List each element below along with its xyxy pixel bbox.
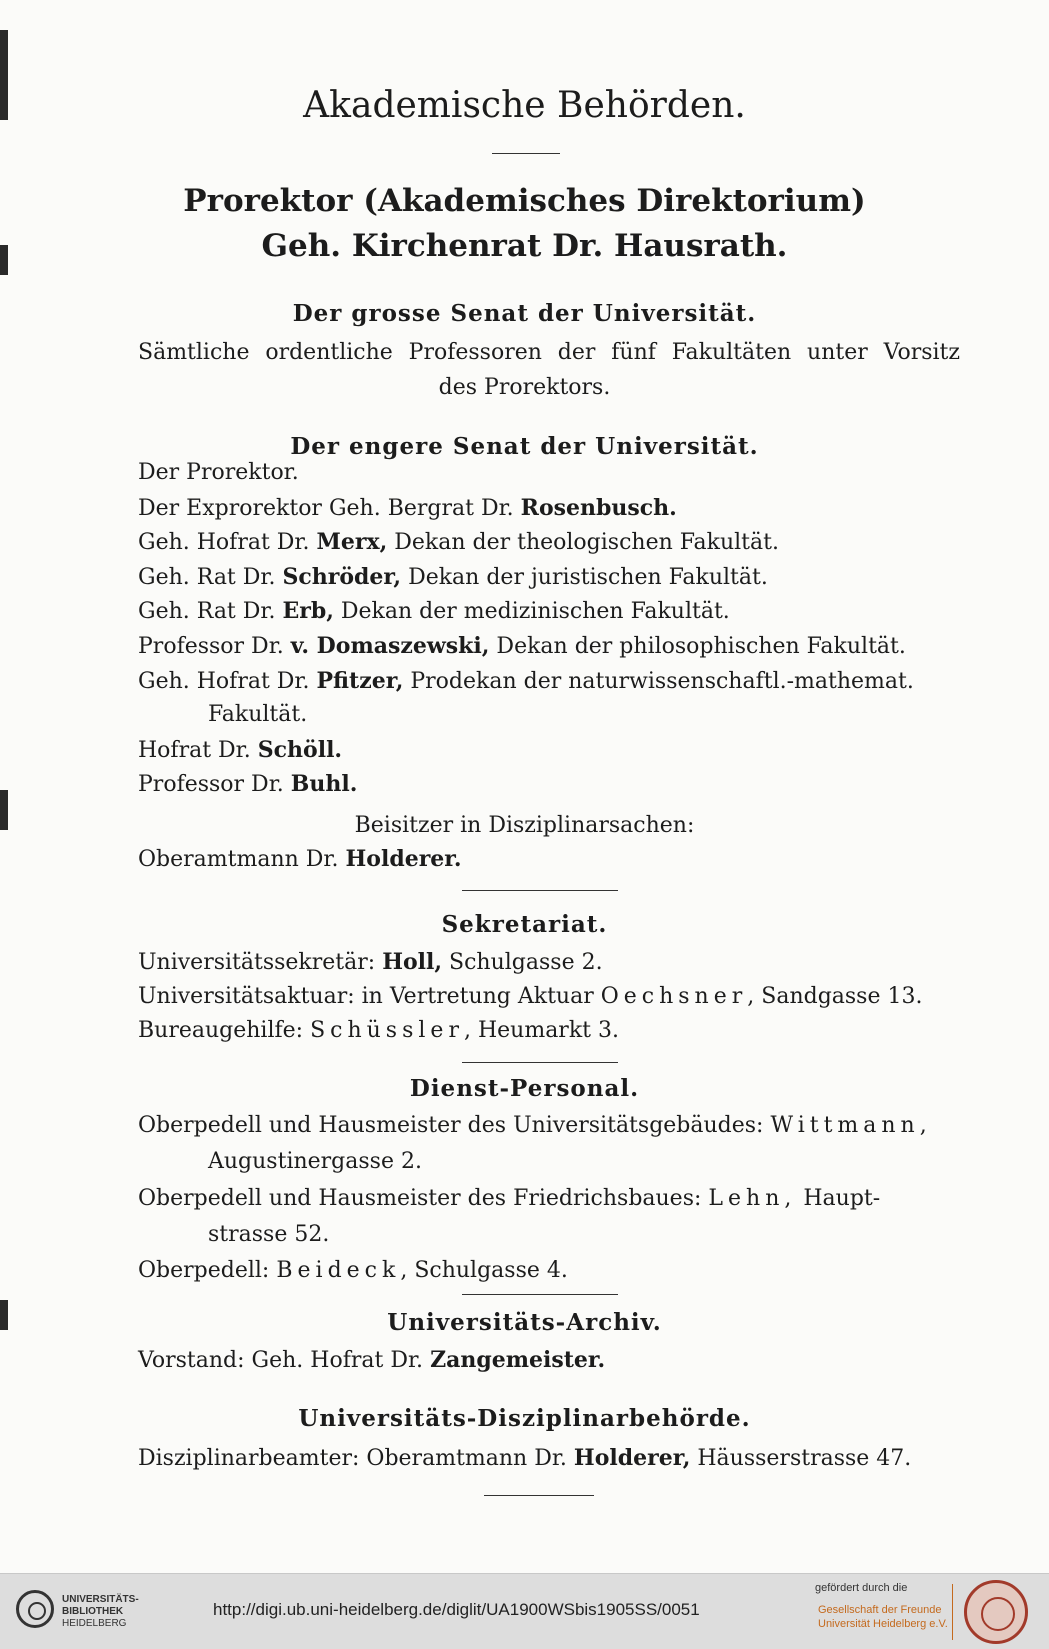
society-name: Universität Heidelberg e.V.: [818, 1618, 948, 1630]
prorektor-name: Geh. Kirchenrat Dr. Hausrath.: [261, 228, 788, 264]
divider: [462, 1294, 618, 1295]
beisitzer-entry: Oberamtmann Dr. Holderer.: [138, 846, 462, 872]
archiv-line: Vorstand: Geh. Hofrat Dr. Zangemeister.: [138, 1347, 606, 1373]
dienst-line: Oberpedell: Beideck, Schulgasse 4.: [138, 1258, 568, 1283]
disziplinar-line: Disziplinarbeamter: Oberamtmann Dr. Holderer, Häusserstrasse 47.: [138, 1445, 912, 1471]
grosser-senat-text-cont: des Prorektors.: [438, 375, 611, 400]
dienst-line: Oberpedell und Hausmeister des Friedrichsbaues: Lehn, Haupt-: [138, 1186, 881, 1211]
divider: [952, 1584, 953, 1640]
list-item: Geh. Hofrat Dr. Pfitzer, Prodekan der naturwissenschaftl.-mathemat.: [138, 668, 914, 694]
list-item: Professor Dr. Buhl.: [138, 771, 358, 797]
library-name: HEIDELBERG: [62, 1618, 127, 1629]
dienst-heading: Dienst-Personal.: [409, 1075, 640, 1102]
viewer-footer: [0, 1573, 1049, 1649]
sekretariat-line: Bureaugehilfe: Schüssler, Heumarkt 3.: [138, 1018, 619, 1043]
dienst-line-cont: strasse 52.: [208, 1222, 330, 1247]
divider: [492, 153, 560, 154]
page-title: Akademische Behörden.: [303, 85, 746, 126]
list-item: Der Prorektor.: [138, 460, 299, 485]
list-item: Hofrat Dr. Schöll.: [138, 737, 343, 763]
list-item: Der Exprorektor Geh. Bergrat Dr. Rosenbusch.: [138, 495, 677, 521]
disziplinar-heading: Universitäts-Disziplinarbehörde.: [298, 1405, 751, 1432]
sekretariat-line: Universitätsaktuar: in Vertretung Aktuar Oechsner, Sandgasse 13.: [138, 984, 923, 1009]
society-name: Gesellschaft der Freunde: [818, 1604, 942, 1616]
grosser-senat-heading: Der grosse Senat der Universität.: [292, 300, 757, 327]
sekretariat-heading: Sekretariat.: [441, 911, 608, 938]
engerer-senat-heading: Der engere Senat der Universität.: [290, 433, 759, 460]
sekretariat-line: Universitätssekretär: Holl, Schulgasse 2.: [138, 949, 603, 975]
divider: [484, 1495, 594, 1496]
divider: [462, 1062, 618, 1063]
university-seal-icon: [16, 1590, 54, 1628]
list-item: Professor Dr. v. Domaszewski, Dekan der philosophischen Fakultät.: [138, 633, 906, 659]
library-name: UNIVERSITÄTS-: [62, 1594, 139, 1605]
list-item: Geh. Rat Dr. Schröder, Dekan der juristischen Fakultät.: [138, 564, 768, 590]
dienst-line: Oberpedell und Hausmeister des Universitätsgebäudes: Wittmann,: [138, 1113, 932, 1138]
permalink-url[interactable]: http://digi.ub.uni-heidelberg.de/diglit/UA1900WSbis1905SS/0051: [213, 1600, 700, 1619]
archiv-heading: Universitäts-Archiv.: [387, 1309, 662, 1336]
dienst-line-cont: Augustinergasse 2.: [208, 1149, 422, 1174]
list-item: Geh. Hofrat Dr. Merx, Dekan der theologischen Fakultät.: [138, 529, 779, 555]
beisitzer-label: Beisitzer in Disziplinarsachen:: [354, 813, 695, 838]
divider: [462, 890, 618, 891]
library-name: BIBLIOTHEK: [62, 1606, 124, 1617]
university-seal-icon: [964, 1580, 1028, 1644]
list-item: Geh. Rat Dr. Erb, Dekan der medizinischen Fakultät.: [138, 598, 730, 624]
prorektor-heading: Prorektor (Akademisches Direktorium): [183, 183, 866, 219]
list-item: Fakultät.: [208, 702, 308, 727]
funded-by-label: gefördert durch die: [815, 1582, 908, 1594]
grosser-senat-text: Sämtliche ordentliche Professoren der fünf Fakultäten unter Vorsitz: [138, 340, 960, 365]
